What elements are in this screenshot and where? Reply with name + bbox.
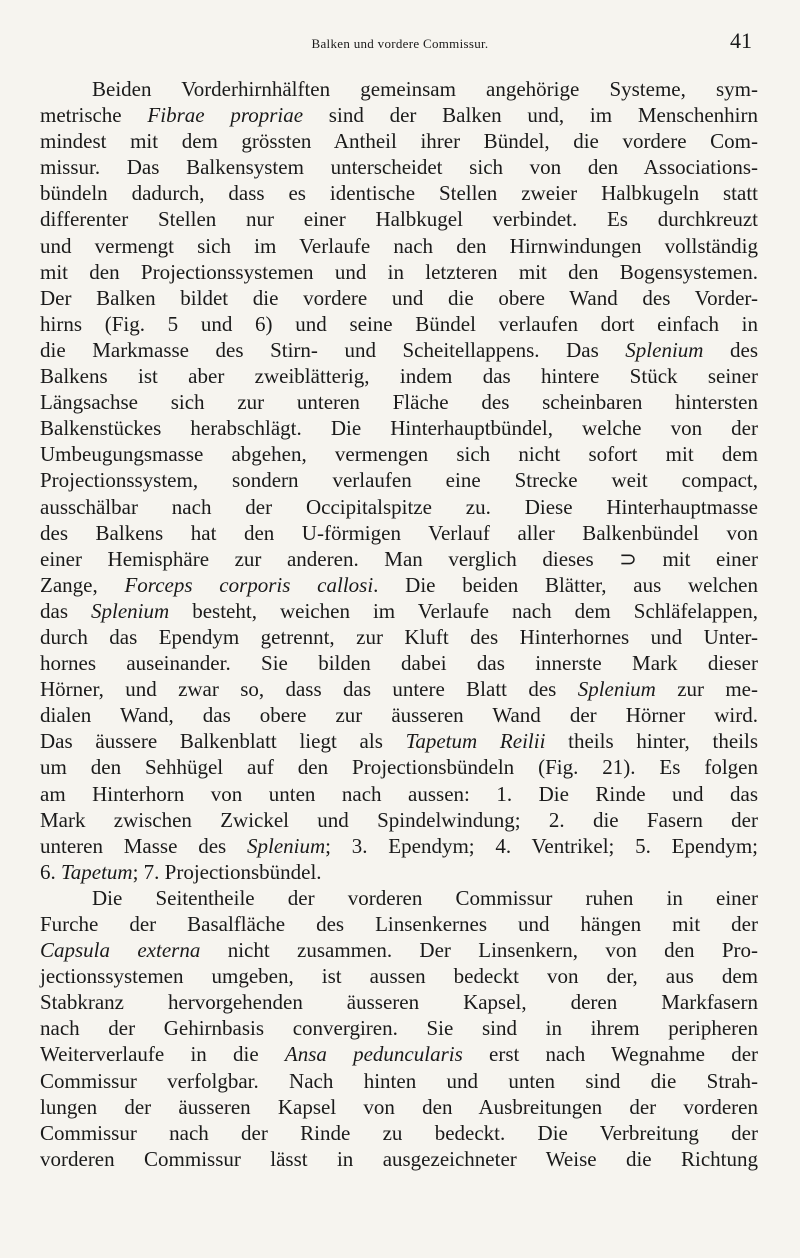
text-line: Das äussere Balkenblatt liegt als Tapetum Reilii theils hinter, theils	[40, 729, 758, 754]
text-line: jectionssystemen umgeben, ist aussen bedeckt von der, aus dem	[40, 964, 758, 989]
text-line: das Splenium besteht, weichen im Verlaufe nach dem Schläfelappen,	[40, 598, 758, 623]
text-line: 6. Tapetum; 7. Projectionsbündel.	[40, 859, 322, 884]
text-line: um den Sehhügel auf den Projectionsbündeln (Fig. 21). Es folgen	[40, 755, 758, 780]
text-line: differenter Stellen nur einer Halbkugel verbindet. Es durchkreuzt	[40, 207, 758, 232]
text-line: unteren Masse des Splenium; 3. Ependym; 4. Ventrikel; 5. Ependym;	[40, 833, 758, 858]
text-line: des Balkens hat den U-förmigen Verlauf aller Balkenbündel von	[40, 520, 758, 545]
text-line: mindest mit dem grössten Antheil ihrer Bündel, die vordere Com-	[40, 129, 758, 154]
text-line: und vermengt sich im Verlaufe nach den Hirnwindungen vollständig	[40, 233, 758, 258]
text-line: Hörner, und zwar so, dass das untere Blatt des Splenium zur me-	[40, 677, 758, 702]
text-line: Umbeugungsmasse abgehen, vermengen sich nicht sofort mit dem	[40, 442, 758, 467]
text-line: Längsachse sich zur unteren Fläche des scheinbaren hintersten	[40, 390, 758, 415]
text-line: Capsula externa nicht zusammen. Der Linsenkern, von den Pro-	[40, 938, 759, 963]
text-line: dialen Wand, das obere zur äusseren Wand der Hörner wird.	[40, 703, 758, 728]
text-line: die Markmasse des Stirn- und Scheitellappens. Das Splenium des	[40, 337, 758, 362]
body-text	[40, 76, 758, 1172]
text-line: durch das Ependym getrennt, zur Kluft des Hinterhornes und Unter-	[40, 624, 758, 649]
text-line: Projectionssystem, sondern verlaufen eine Strecke weit compact,	[40, 468, 758, 493]
running-head: Balken und vordere Commissur.	[311, 36, 489, 51]
text-line: am Hinterhorn von unten nach aussen: 1. Die Rinde und das	[40, 781, 758, 806]
text-line: Der Balken bildet die vordere und die obere Wand des Vorder-	[40, 285, 758, 310]
page-number: 41	[730, 28, 752, 53]
text-line: ausschälbar nach der Occipitalspitze zu. Diese Hinterhauptmasse	[40, 494, 758, 519]
text-line: metrische Fibrae propriae sind der Balken und, im Menschenhirn	[40, 103, 758, 128]
text-line: Commissur nach der Rinde zu bedeckt. Die Verbreitung der	[40, 1120, 758, 1145]
text-line: Balkenstückes herabschlägt. Die Hinterhauptbündel, welche von der	[40, 416, 758, 441]
text-line: nach der Gehirnbasis convergiren. Sie sind in ihrem peripheren	[40, 1016, 758, 1041]
text-line: Balkens ist aber zweiblätterig, indem das hintere Stück seiner	[40, 364, 758, 389]
text-line: lungen der äusseren Kapsel von den Ausbreitungen der vorderen	[40, 1094, 758, 1119]
text-line: Furche der Basalfläche des Linsenkernes und hängen mit der	[40, 912, 758, 936]
text-line: Zange, Forceps corporis callosi. Die beiden Blätter, aus welchen	[40, 572, 758, 597]
text-line: mit den Projectionssystemen und in letzteren mit den Bogensystemen.	[40, 259, 758, 284]
text-line: Weiterverlaufe in die Ansa peduncularis erst nach Wegnahme der	[40, 1042, 759, 1067]
text-line: vorderen Commissur lässt in ausgezeichneter Weise die Richtung	[40, 1146, 758, 1171]
text-line: bündeln dadurch, dass es identische Stellen zweier Halbkugeln statt	[40, 181, 758, 206]
text-line: Mark zwischen Zwickel und Spindelwindung; 2. die Fasern der	[40, 807, 758, 832]
text-line: Commissur verfolgbar. Nach hinten und unten sind die Strah-	[40, 1068, 758, 1093]
text-line: einer Hemisphäre zur anderen. Man verglich dieses ⊃ mit einer	[40, 546, 758, 571]
text-line: Die Seitentheile der vorderen Commissur ruhen in einer	[92, 885, 758, 910]
text-line: Beiden Vorderhirnhälften gemeinsam angehörige Systeme, sym-	[92, 77, 758, 101]
text-line: missur. Das Balkensystem unterscheidet sich von den Associations-	[40, 155, 758, 180]
text-line: hornes auseinander. Sie bilden dabei das innerste Mark dieser	[40, 651, 758, 676]
page-header	[40, 28, 760, 58]
text-line: Stabkranz hervorgehenden äusseren Kapsel, deren Markfasern	[40, 990, 758, 1015]
text-line: hirns (Fig. 5 und 6) und seine Bündel verlaufen dort einfach in	[40, 311, 758, 336]
